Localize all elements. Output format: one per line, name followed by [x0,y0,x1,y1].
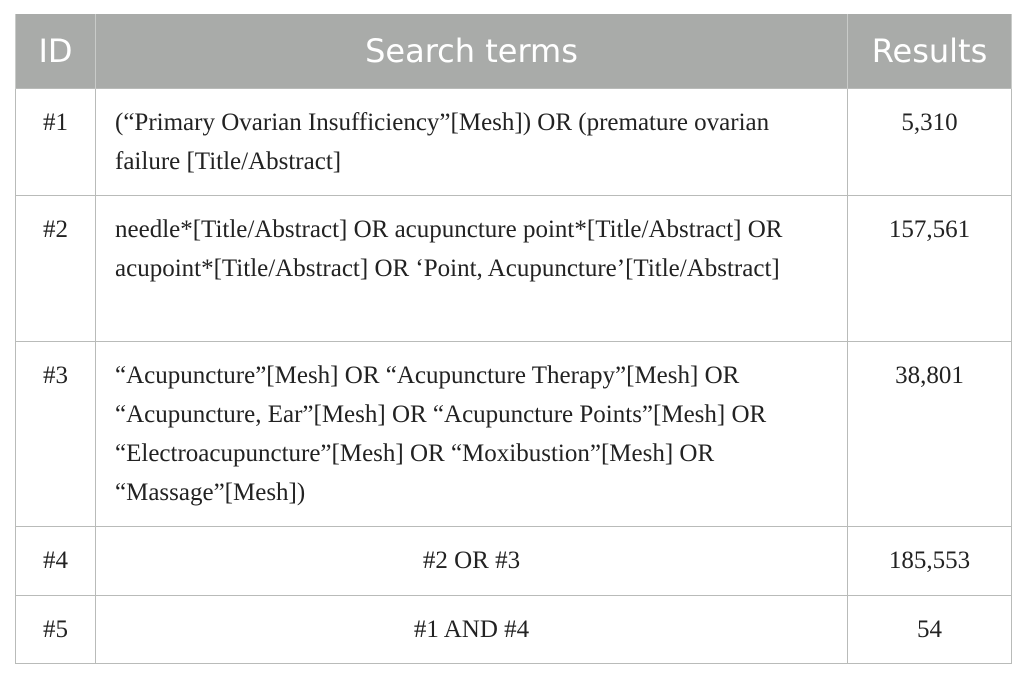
row-results: 5,310 [848,88,1012,195]
table-row [16,88,1012,195]
table-row [16,526,1012,595]
row-id: #5 [16,595,96,663]
table-row [16,341,1012,526]
row-search-terms: (“Primary Ovarian Insufficiency”[Mesh]) OR (premature ovarian failure [Title/Abstract] [96,88,848,195]
header-row [16,14,1012,88]
row-results: 54 [848,595,1012,663]
table-body [16,88,1012,663]
row-results: 185,553 [848,526,1012,595]
row-search-terms: “Acupuncture”[Mesh] OR “Acupuncture Therapy”[Mesh] OR “Acupuncture, Ear”[Mesh] OR “Acupuncture Points”[Mesh] OR “Electroacupuncture”[Mesh] OR “Moxibustion”[Mesh] OR “Massage”[Mesh]) [96,341,848,526]
row-results: 157,561 [848,195,1012,341]
header-results: Results [848,14,1012,88]
row-id: #1 [16,88,96,195]
search-strategy-table [15,14,1012,664]
header-search-terms: Search terms [96,14,848,88]
row-search-terms: #1 AND #4 [96,595,848,663]
row-id: #4 [16,526,96,595]
table-header [16,14,1012,88]
table-row [16,595,1012,663]
row-id: #2 [16,195,96,341]
row-id: #3 [16,341,96,526]
row-search-terms: needle*[Title/Abstract] OR acupuncture point*[Title/Abstract] OR acupoint*[Title/Abstract] OR ‘Point, Acupuncture’[Title/Abstract] [96,195,848,341]
table-row [16,195,1012,341]
header-id: ID [16,14,96,88]
row-search-terms: #2 OR #3 [96,526,848,595]
row-results: 38,801 [848,341,1012,526]
